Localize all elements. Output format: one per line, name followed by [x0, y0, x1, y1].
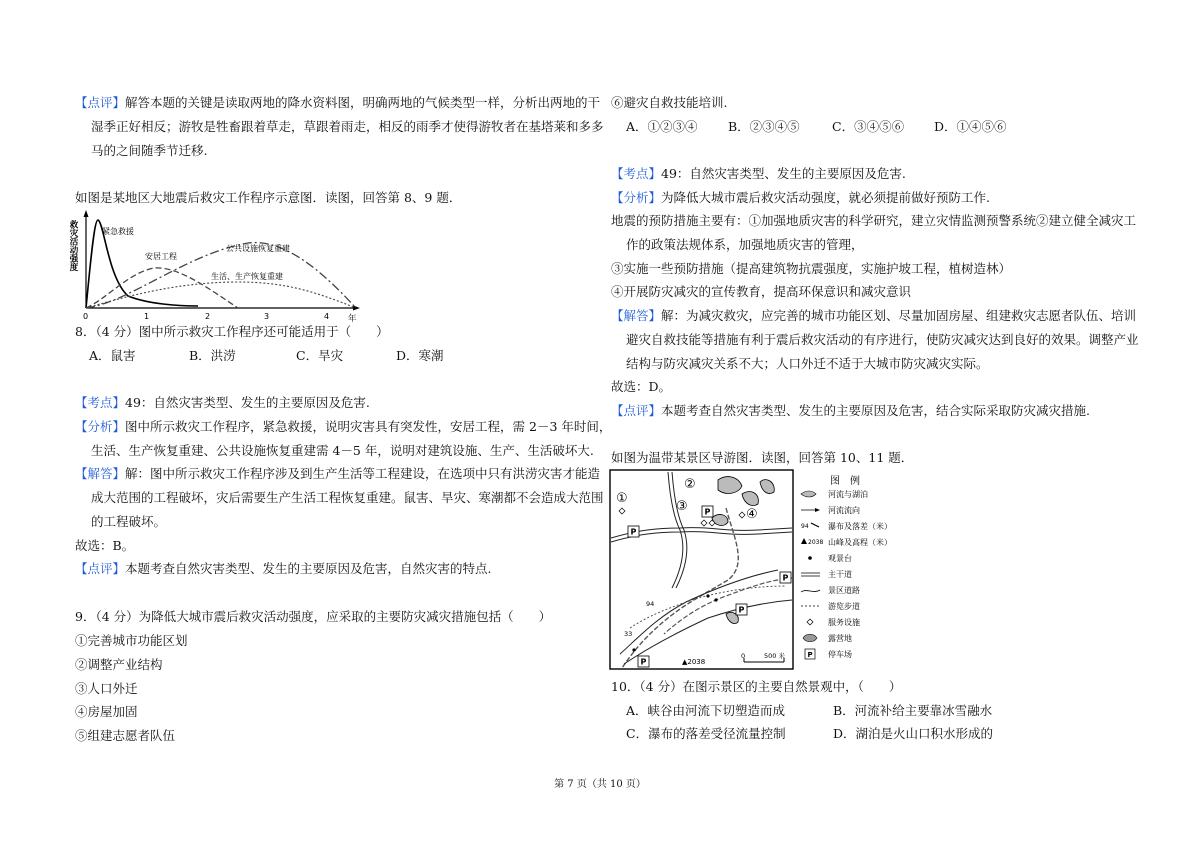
x-tick-label: 1: [144, 312, 150, 321]
map-label-4: ④: [746, 507, 758, 522]
curve-label-housing: 安居工程: [145, 252, 177, 261]
legend-waterfall-icon: 94: [801, 523, 809, 530]
page-footer: 第 7 页（共 10 页）: [554, 779, 646, 790]
legend-label: 停车场: [828, 650, 852, 659]
legend-label: 瀑布及落差（米）: [828, 522, 892, 531]
q9-option-c: C．③④⑤⑥: [832, 119, 905, 134]
q9-item: ⑥避灾自救技能培训.: [611, 95, 728, 110]
legend-label: 服务设施: [828, 618, 860, 627]
question-9-stem: 9．（4 分）为降低大城市震后救灾活动强度，应采取的主要防灾减灾措施包括（ ）: [75, 609, 552, 624]
q9-item: ①完善城市功能区划: [75, 633, 188, 648]
x-tick-label: 2: [205, 312, 211, 321]
viewpoint-dot: [714, 598, 717, 601]
q9-item: ⑤组建志愿者队伍: [75, 728, 176, 743]
map-frame: [610, 470, 793, 669]
q8-analysis-line: 生活、生产恢复重建、公共设施恢复重建需 4－5 年，说明对建筑设施、生产、生活破坏大.: [91, 443, 594, 458]
q8-answer: 故选：B。: [75, 538, 135, 553]
q9-analysis-line: 作的政策法规体系，加强地质灾害的管理，: [626, 237, 864, 252]
q8-option-d: D．寒潮: [396, 348, 444, 363]
q8-option-c: C．旱灾: [296, 348, 344, 363]
q9-answer: 故选：D。: [611, 379, 672, 394]
legend-label: 河流与湖泊: [828, 490, 868, 499]
x-tick-label: 0: [83, 312, 89, 321]
q10-option-b: B．河流补给主要靠冰雪融水: [833, 703, 993, 718]
q9-solution: 【解答】解：为减灾救灾，应完善的城市功能区划、尽量加固房屋、组建救灾志愿者队伍、培训: [611, 308, 1137, 323]
question-10-stem: 10．（4 分）在图示景区的主要自然景观中，（ ）: [611, 679, 902, 694]
q10-option-d: D．湖泊是火山口积水形成的: [833, 726, 994, 741]
legend-label: 观景台: [828, 554, 852, 563]
chart-ylabel: 救灾活动强度: [68, 220, 78, 271]
question-intro: 如图为温带某景区导游图．读图，回答第 10、11 题．: [611, 450, 914, 465]
curve-label-public: 公共设施恢复重建: [226, 244, 290, 253]
legend-label: 露营地: [828, 634, 852, 643]
parking-label: P: [704, 507, 711, 517]
scale-label: 500 米: [764, 652, 785, 660]
review-line: 湿季正好相反；游牧是牲畜跟着草走，草跟着雨走，相反的雨季才使得游牧者在基塔莱和多多: [91, 119, 604, 134]
question-8-stem: 8．（4 分）图中所示救灾工作程序还可能适用于（ ）: [75, 324, 389, 339]
legend-title: 图 例: [830, 476, 860, 487]
x-tick-label: 4: [324, 312, 330, 321]
legend-peak-number: 2038: [808, 539, 824, 546]
curve-label-emergency: 紧急救援: [102, 227, 134, 236]
legend-peak-icon: [801, 538, 807, 544]
q9-knowledge-point: 【考点】49：自然灾害类型、发生的主要原因及危害.: [611, 166, 906, 181]
legend-label: 主干道: [828, 570, 852, 579]
chart-y-arrow: [84, 210, 89, 217]
scale-label: 0: [741, 652, 746, 660]
legend-parking-letter: P: [807, 651, 813, 659]
q10-option-c: C．瀑布的落差受径流量控制: [626, 726, 786, 741]
q8-option-b: B．洪涝: [189, 348, 236, 363]
q9-analysis: 【分析】为降低大城市震后救灾活动强度，就必须提前做好预防工作.: [611, 190, 990, 205]
legend-label: 河流流向: [828, 506, 860, 515]
q9-analysis-line: 地震的预防措施主要有：①加强地质灾害的科学研究，建立灾情监测预警系统②建立健全减灾工: [611, 213, 1137, 228]
scenic-area-map: [608, 468, 930, 672]
parking-label: P: [782, 573, 789, 583]
review-paragraph: 【点评】解答本题的关键是读取两地的降水资料图，明确两地的气候类型一样，分析出两地的干: [75, 95, 601, 110]
parking-label: P: [630, 527, 637, 537]
legend-campsite-icon: [803, 634, 817, 642]
map-label-2: ②: [684, 477, 696, 492]
legend-service-icon: [807, 619, 813, 625]
q9-analysis-line: ④开展防灾减灾的宣传教育，提高环保意识和减灾意识: [611, 284, 912, 299]
legend-label: 山峰及高程（米）: [828, 538, 892, 547]
viewpoint-dot: [706, 594, 709, 597]
q8-solution-line: 的工程破坏。: [91, 514, 167, 529]
q8-knowledge-point: 【考点】49：自然灾害类型、发生的主要原因及危害.: [75, 395, 370, 410]
q9-option-b: B．②③④⑤: [728, 119, 800, 134]
question-intro: 如图是某地区大地震后救灾工作程序示意图．读图，回答第 8、9 题．: [75, 190, 462, 205]
relief-timeline-chart: [68, 208, 370, 326]
q8-solution-line: 成大范围的工程破坏，灾后需要生产生活工程恢复重建。鼠害、旱灾、寒潮都不会造成大范围: [91, 490, 604, 505]
viewpoint-dot: [632, 648, 635, 651]
q9-solution-line: 避灾自救技能等措施有利于震后救灾活动的有序进行，使防灾减灾达到良好的效果。调整产业: [626, 332, 1139, 347]
q8-option-a: A．鼠害: [89, 348, 136, 363]
parking-label: P: [640, 657, 647, 667]
map-legend: [801, 474, 892, 659]
map-label-1: ①: [616, 491, 628, 506]
q9-item: ④房屋加固: [75, 704, 138, 719]
curve-label-life: 生活、生产恢复重建: [211, 272, 283, 281]
q9-review: 【点评】本题考查自然灾害类型、发生的主要原因及危害，结合实际采取防灾减灾措施.: [611, 403, 1090, 418]
chart-x-arrow: [353, 306, 360, 311]
peak-label: ▲2038: [682, 658, 706, 666]
q9-item: ③人口外迁: [75, 681, 138, 696]
q8-analysis: 【分析】图中所示救灾工作程序，紧急救援，说明灾害具有突发性，安居工程，需 2－3 年时间，: [75, 419, 612, 434]
chart-xlabel: 年: [348, 314, 357, 324]
q8-review: 【点评】本题考查自然灾害类型、发生的主要原因及危害，自然灾害的特点.: [75, 561, 492, 576]
q9-option-a: A．①②③④: [626, 119, 698, 134]
review-line: 马的之间随季节迁移.: [91, 143, 208, 158]
q8-solution: 【解答】解：图中所示救灾工作程序涉及到生产生活等工程建设，在选项中只有洪涝灾害才能造: [75, 466, 601, 481]
q10-option-a: A．峡谷由河流下切塑造而成: [626, 703, 786, 718]
legend-viewpoint-icon: [808, 556, 812, 560]
q9-item: ②调整产业结构: [75, 657, 163, 672]
q9-analysis-line: ③实施一些预防措施（提高建筑物抗震强度，实施护坡工程，植树造林）: [611, 261, 1012, 276]
q9-solution-line: 结构与防灾减灾关系不大；人口外迁不适于大城市防灾减灾实际。: [626, 356, 989, 371]
legend-scenic-road-icon: [801, 590, 820, 592]
waterfall-drop-label: 94: [646, 600, 655, 608]
map-label-3: ③: [676, 499, 688, 514]
x-tick-label: 3: [264, 312, 270, 321]
legend-label: 景区道路: [828, 586, 860, 595]
waterfall-drop-label: 33: [624, 630, 633, 638]
review-tag: 【点评】: [75, 95, 126, 110]
legend-lake-icon: [801, 491, 816, 497]
parking-label: P: [738, 605, 745, 615]
q9-option-d: D．①④⑤⑥: [934, 119, 1007, 134]
legend-label: 游览步道: [828, 602, 860, 611]
